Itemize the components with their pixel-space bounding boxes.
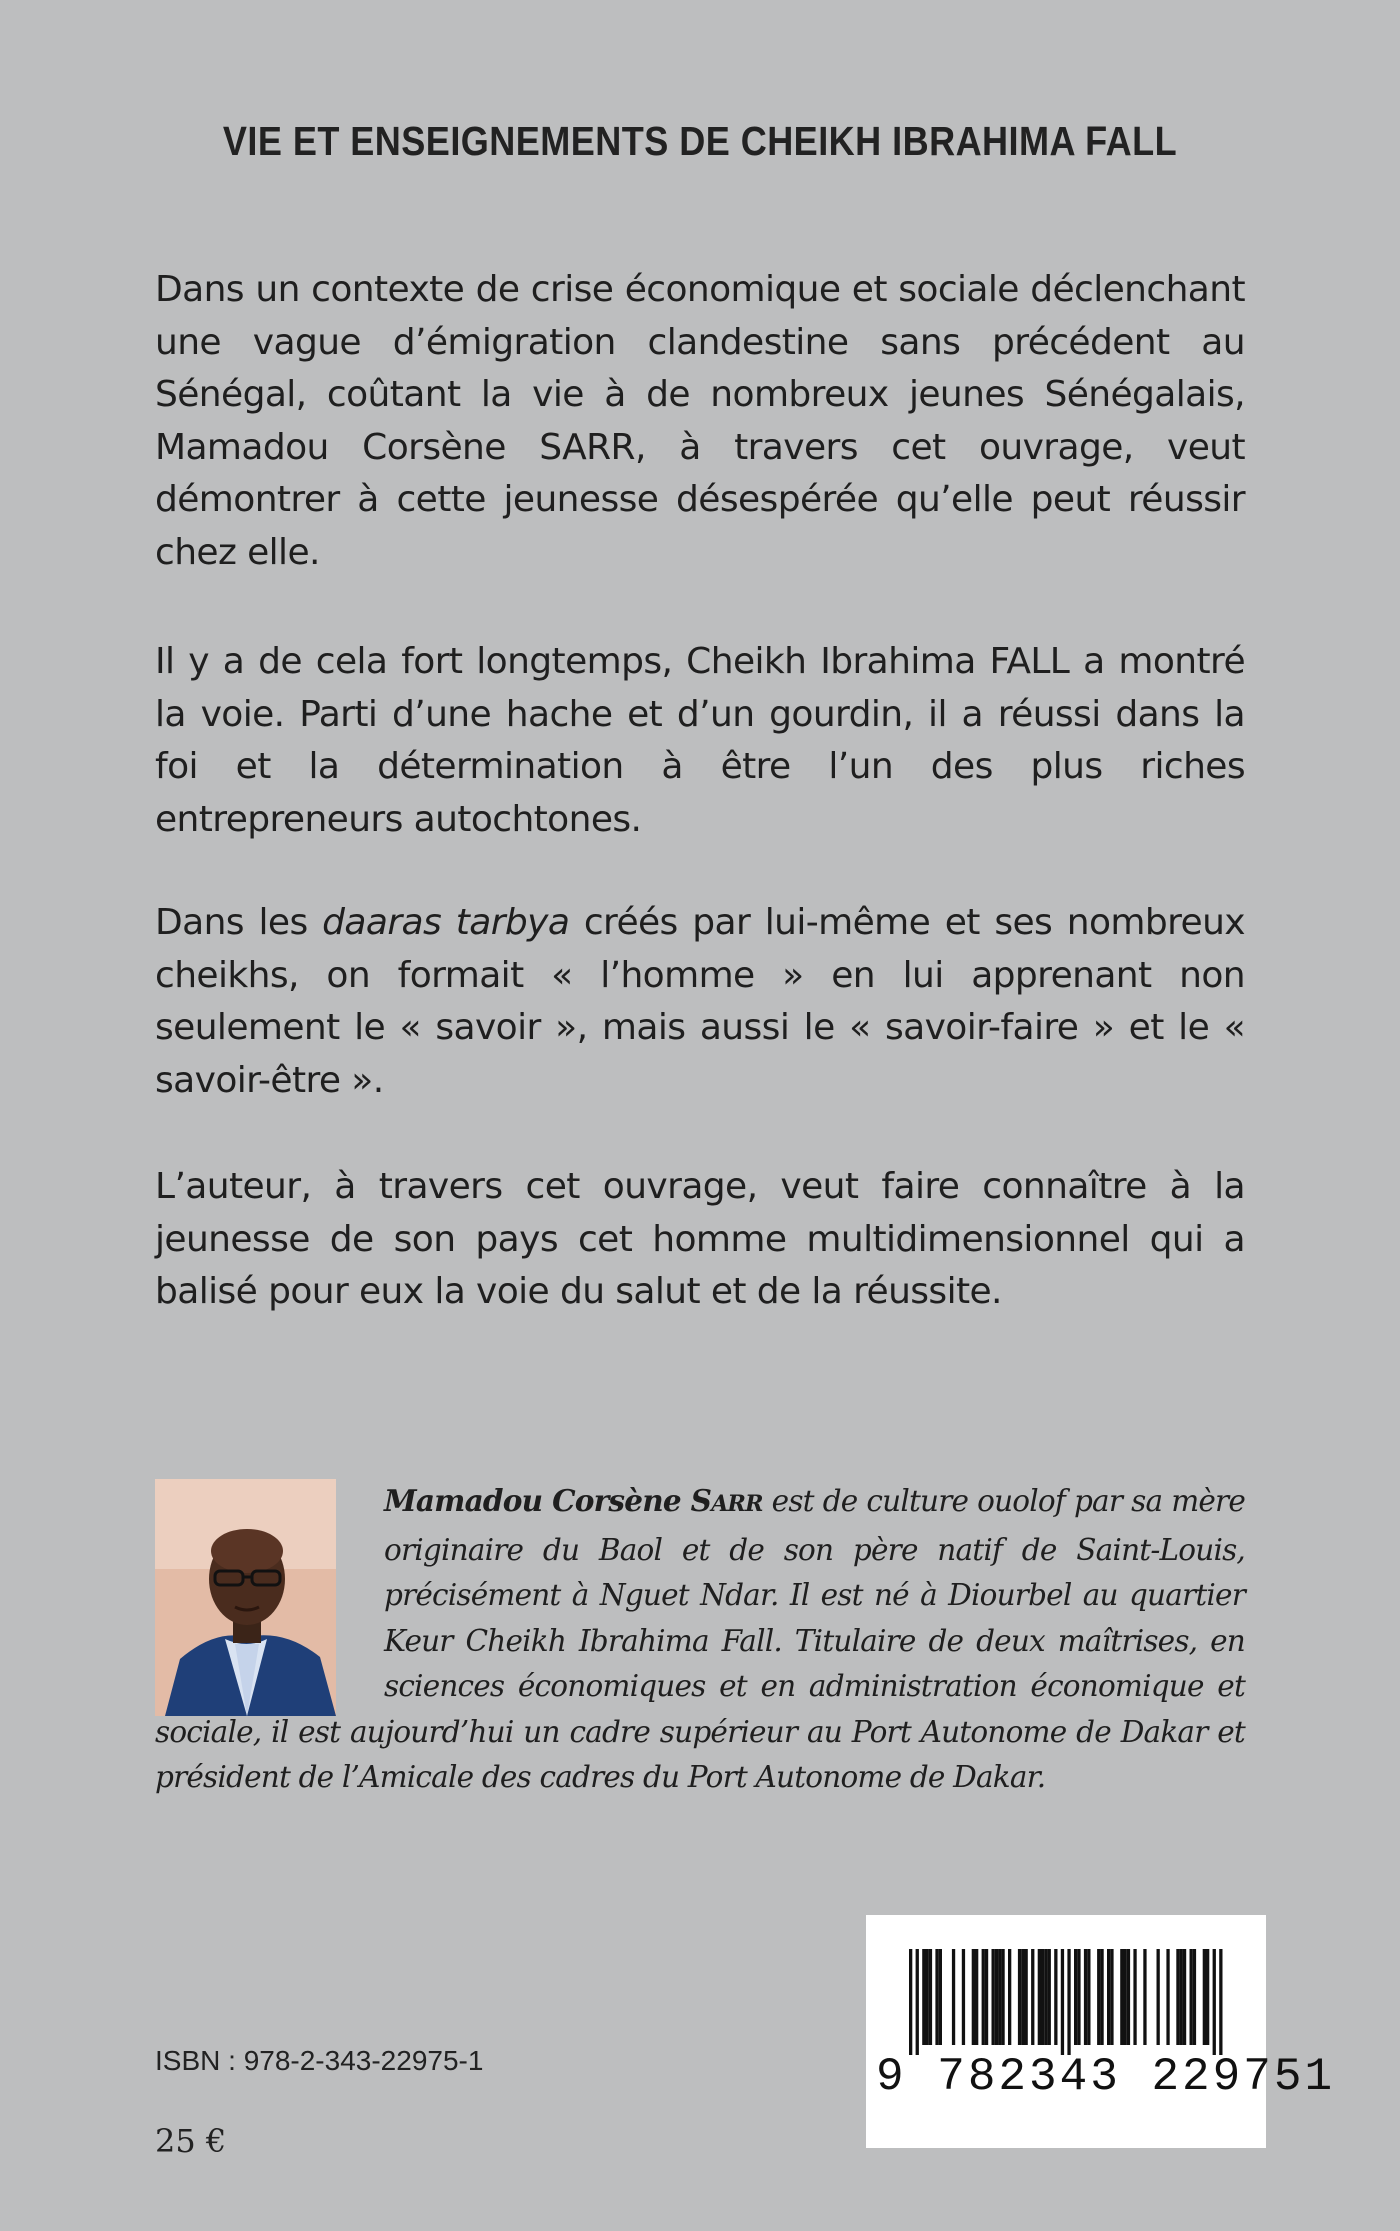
- barcode-bar: [1120, 1949, 1123, 2045]
- barcode-bars-icon: [909, 1949, 1223, 2055]
- barcode-bar: [1143, 1949, 1146, 2045]
- author-name-first: Mamadou Corsène: [384, 1483, 691, 1518]
- bio-photo-spacer: [155, 1478, 384, 1704]
- barcode-bar: [1206, 1949, 1209, 2045]
- barcode-digits: 9 782343 229751: [876, 2051, 1336, 2103]
- barcode-bar: [1166, 1949, 1169, 2045]
- paragraph-3-end: créés par lui-même et ses nombreux cheikhs, on formait « l’homme » en lui apprenant non seulement le « savoir », mais aussi le « savoir-faire » et le « savoir-être ».: [155, 902, 1245, 1101]
- barcode-bar: [1041, 1949, 1044, 2045]
- barcode-bar: [1203, 1949, 1206, 2045]
- barcode-bar: [1077, 1949, 1080, 2045]
- barcode-bar: [922, 1949, 925, 2045]
- paragraph-4: L’auteur, à travers cet ouvrage, veut faire connaître à la jeunesse de son pays cet homme multidimensionnel qui a balisé pour eux la voie du salut et de la réussite.: [155, 1166, 1245, 1312]
- author-name-last-initial: S: [690, 1483, 712, 1518]
- barcode-bar: [1100, 1949, 1103, 2045]
- barcode-bar: [939, 1949, 942, 2045]
- barcode-bar: [1133, 1949, 1136, 2045]
- barcode-bar: [1097, 1949, 1100, 2045]
- barcode-bar: [1127, 1949, 1130, 2045]
- barcode-bar: [998, 1949, 1001, 2045]
- barcode-bar: [1107, 1949, 1110, 2045]
- barcode: [866, 1915, 1336, 2148]
- barcode-bar: [972, 1949, 975, 2045]
- barcode-bar: [985, 1949, 988, 2045]
- paragraph-3-italic-term: daaras tarbya: [322, 902, 570, 943]
- barcode-bar: [1124, 1949, 1127, 2045]
- barcode-bar: [1110, 1949, 1113, 2045]
- barcode-bar: [1190, 1949, 1193, 2045]
- barcode-bar: [1054, 1949, 1057, 2045]
- barcode-bar: [1001, 1949, 1004, 2045]
- barcode-bar: [962, 1949, 965, 2045]
- barcode-bar: [1067, 1949, 1070, 2055]
- author-bio-text: est de culture ouolof par sa mère originaire du Baol et de son père natif de Saint-Louis, précisément à Nguet Ndar. Il est né à Diourbel au quartier Keur Cheikh Ibrahima Fall. Titulaire de deux maîtrises, en sciences économiques et en administration économique et sociale, il est aujourd’hui un cadre supérieur au Port Autonome de Dakar et président de l’Amicale des cadres du Port Autonome de Dakar.: [155, 1484, 1245, 1794]
- barcode-bar: [1008, 1949, 1011, 2045]
- barcode-bar: [1087, 1949, 1090, 2045]
- barcode-bar: [995, 1949, 998, 2045]
- barcode-bar: [926, 1949, 929, 2045]
- barcode-bar: [1157, 1949, 1160, 2045]
- barcode-bar: [1025, 1949, 1028, 2045]
- barcode-bar: [1193, 1949, 1196, 2045]
- paragraph-1: Dans un contexte de crise économique et sociale déclenchant une vague d’émigration clandestine sans précédent au Sénégal, coûtant la vie à de nombreux jeunes Sénégalais, Mamadou Corsène SARR, à travers cet ouvrage, veut démontrer à cette jeunesse désespérée qu’elle peut réussir chez elle.: [155, 269, 1245, 573]
- barcode-bar: [1219, 1949, 1222, 2055]
- barcode-bar: [952, 1949, 955, 2045]
- barcode-bar: [1084, 1949, 1087, 2045]
- paragraph-3: [155, 897, 1245, 1107]
- barcode-bar: [929, 1949, 932, 2045]
- barcode-bar: [982, 1949, 985, 2045]
- barcode-bar: [1038, 1949, 1041, 2045]
- author-name: [384, 1483, 763, 1518]
- barcode-bar: [992, 1949, 995, 2045]
- barcode-bar: [935, 1949, 938, 2045]
- author-bio: [155, 1478, 1245, 1801]
- price: 25 €: [155, 2122, 227, 2160]
- barcode-bar: [1183, 1949, 1186, 2045]
- isbn: ISBN : 978-2-343-22975-1: [155, 2045, 484, 2076]
- book-title: VIE ET ENSEIGNEMENTS DE CHEIKH IBRAHIMA FALL: [222, 118, 1178, 164]
- barcode-bar: [916, 1949, 919, 2055]
- author-name-last-rest: ARR: [711, 1491, 763, 1517]
- barcode-bar: [909, 1949, 912, 2055]
- barcode-bar: [1074, 1949, 1077, 2045]
- barcode-bar: [1180, 1949, 1183, 2045]
- barcode-bar: [975, 1949, 978, 2045]
- barcode-bar: [1018, 1949, 1021, 2045]
- paragraph-2: Il y a de cela fort longtemps, Cheikh Ibrahima FALL a montré la voie. Parti d’une hache et d’un gourdin, il a réussi dans la foi et la détermination à être l’un des plus riches entrepreneurs autochtones.: [155, 641, 1245, 840]
- barcode-bar: [1044, 1949, 1047, 2045]
- paragraph-3-start: Dans les: [155, 902, 323, 943]
- barcode-bar: [1031, 1949, 1034, 2045]
- barcode-bar: [1021, 1949, 1024, 2045]
- barcode-bar: [1061, 1949, 1064, 2055]
- barcode-bar: [1213, 1949, 1216, 2055]
- barcode-bar: [1048, 1949, 1051, 2045]
- barcode-bar: [1176, 1949, 1179, 2045]
